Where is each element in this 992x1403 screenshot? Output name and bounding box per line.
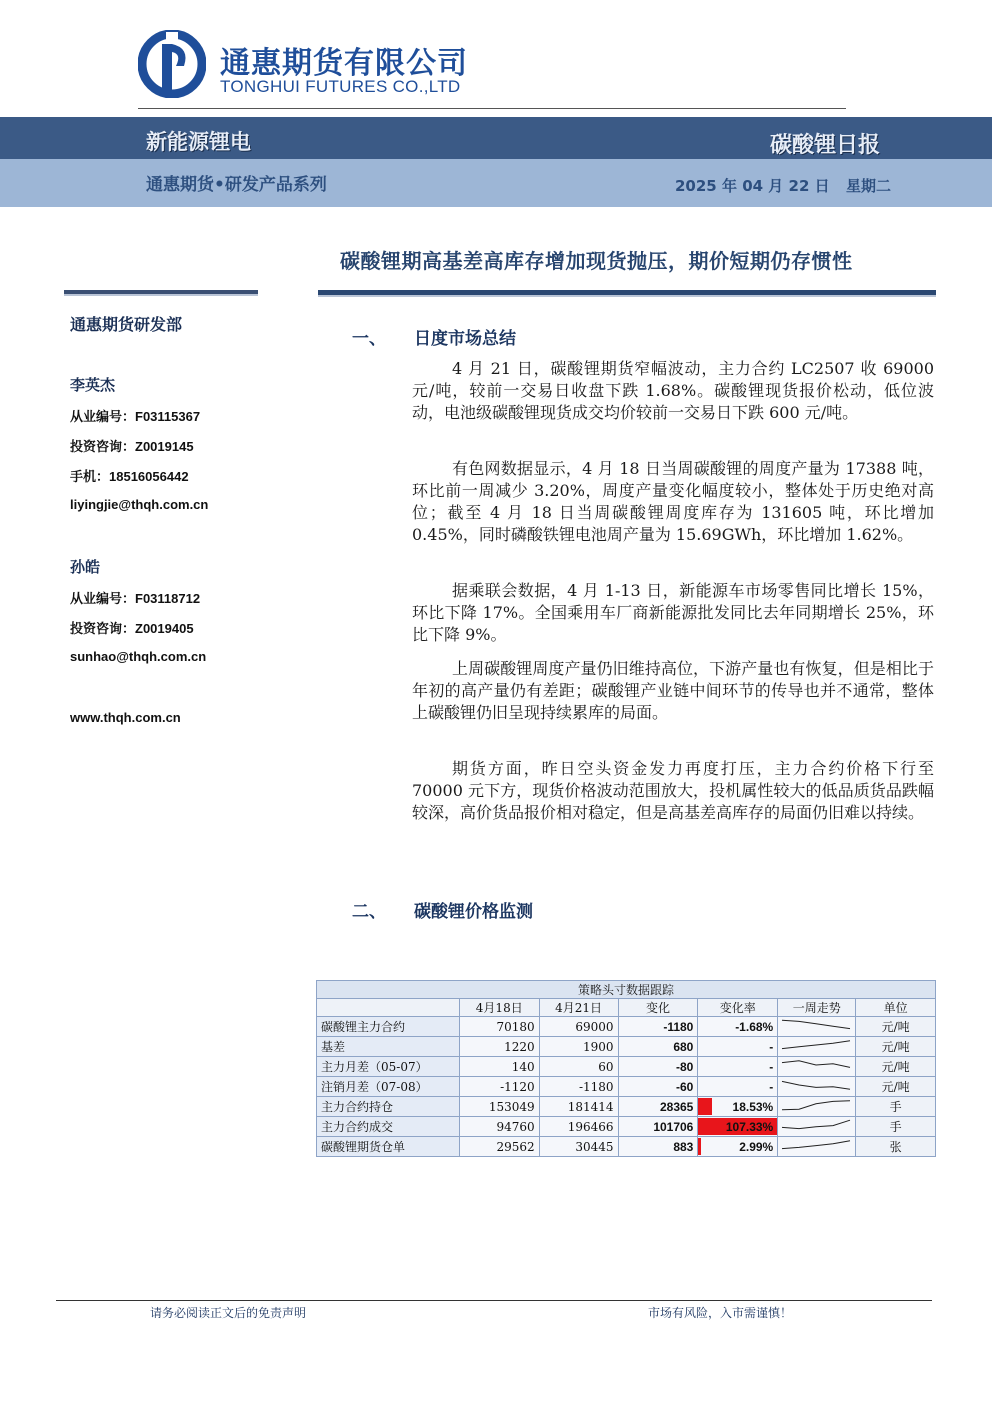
sparkline-chart (778, 1117, 854, 1133)
sparkline-chart (778, 1137, 854, 1153)
analyst-consult: 投资咨询：Z0019405 (70, 621, 194, 637)
value-unit: 手 (856, 1097, 936, 1117)
rate-text: - (769, 1039, 774, 1054)
paragraph: 4 月 21 日，碳酸锂期货窄幅波动，主力合约 LC2507 收 69000 元/吨，较前一交易日收盘下跌 1.68%。碳酸锂现货报价松动，低位波动，电池级碳酸锂现货成交均价较前一交易日下跌 600 元/吨。 (412, 359, 934, 422)
sparkline-chart (778, 1037, 854, 1053)
sparkline-line (782, 1141, 850, 1149)
value-rate (698, 1137, 778, 1157)
rate-text: 107.33% (725, 1119, 774, 1134)
rate-text: - (769, 1059, 774, 1074)
value-rate (698, 1017, 778, 1037)
price-monitor-table (316, 980, 936, 1157)
value-prev: 153049 (459, 1097, 539, 1117)
value-rate (698, 1077, 778, 1097)
table-header: 4月18日 (459, 999, 539, 1017)
report-date: 2025 年 04 月 22 日 (675, 177, 830, 195)
header-divider (138, 108, 846, 109)
rate-text: - (769, 1079, 774, 1094)
company-name-cn: 通惠期货有限公司 (220, 46, 468, 81)
value-unit: 元/吨 (856, 1017, 936, 1037)
section-title: 碳酸锂价格监测 (414, 902, 533, 922)
trend-sparkline (778, 1037, 856, 1057)
value-change: 883 (618, 1137, 698, 1157)
value-rate (698, 1037, 778, 1057)
value-prev: 70180 (459, 1017, 539, 1037)
section-number: 二、 (352, 902, 386, 922)
rate-text: 18.53% (732, 1099, 774, 1114)
tonghui-logo-icon (138, 30, 206, 98)
company-name-en: TONGHUI FUTURES CO.,LTD (220, 77, 461, 96)
sparkline-line (782, 1041, 850, 1049)
value-curr: 69000 (539, 1017, 618, 1037)
table-row (317, 1057, 936, 1077)
table-header: 单位 (856, 999, 936, 1017)
sparkline-chart (778, 1097, 854, 1113)
row-label: 主力月差（05-07） (317, 1057, 460, 1077)
table-header: 变化率 (698, 999, 778, 1017)
table-row (317, 1137, 936, 1157)
row-label: 注销月差（07-08） (317, 1077, 460, 1097)
row-label: 碳酸锂主力合约 (317, 1017, 460, 1037)
value-prev: 29562 (459, 1137, 539, 1157)
paragraph: 据乘联会数据，4 月 1-13 日，新能源车市场零售同比增长 15%，环比下降 17%。全国乘用车厂商新能源批发同比去年同期增长 25%，环比下降 9%。 (412, 581, 934, 644)
table-header: 4月21日 (539, 999, 618, 1017)
website-link[interactable]: www.thqh.com.cn (70, 710, 181, 725)
value-change: 28365 (618, 1097, 698, 1117)
value-change: -60 (618, 1077, 698, 1097)
page-title: 碳酸锂期高基差高库存增加现货抛压，期价短期仍存惯性 (340, 249, 853, 273)
value-unit: 元/吨 (856, 1057, 936, 1077)
analyst-consult: 投资咨询：Z0019145 (70, 439, 194, 455)
table-row (317, 1037, 936, 1057)
rate-bar (698, 1098, 712, 1115)
report-category: 新能源锂电 (146, 130, 251, 154)
sparkline-line (782, 1120, 850, 1128)
trend-sparkline (778, 1077, 856, 1097)
analyst-name: 孙皓 (70, 558, 101, 576)
report-series: 通惠期货•研发产品系列 (146, 175, 327, 195)
trend-sparkline (778, 1017, 856, 1037)
value-unit: 手 (856, 1117, 936, 1137)
sparkline-chart (778, 1057, 854, 1073)
table-row (317, 1117, 936, 1137)
trend-sparkline (778, 1137, 856, 1157)
risk-warning: 市场有风险，入市需谨慎！ (648, 1306, 793, 1320)
rate-text: 2.99% (739, 1139, 774, 1154)
sparkline-chart (778, 1077, 854, 1093)
trend-sparkline (778, 1057, 856, 1077)
value-prev: 94760 (459, 1117, 539, 1137)
analyst-email[interactable]: sunhao@thqh.com.cn (70, 649, 207, 664)
analyst-email[interactable]: liyingjie@thqh.com.cn (70, 497, 209, 512)
disclaimer-notice: 请务必阅读正文后的免责声明 (150, 1306, 307, 1320)
analyst-license: 从业编号：F03118712 (70, 591, 201, 607)
value-curr: 60 (539, 1057, 618, 1077)
sparkline-chart (778, 1017, 854, 1033)
sparkline-line (782, 1061, 850, 1068)
table-row (317, 1017, 936, 1037)
value-curr: 30445 (539, 1137, 618, 1157)
value-prev: 1220 (459, 1037, 539, 1057)
sparkline-line (782, 1020, 850, 1028)
trend-sparkline (778, 1097, 856, 1117)
table-row (317, 1097, 936, 1117)
value-change: -80 (618, 1057, 698, 1077)
value-prev: -1120 (459, 1077, 539, 1097)
table-caption: 策略头寸数据跟踪 (317, 981, 936, 999)
value-rate (698, 1057, 778, 1077)
paragraph: 有色网数据显示，4 月 18 日当周碳酸锂的周度产量为 17388 吨，环比前一周减少 3.20%，周度产量变化幅度较小，整体处于历史绝对高位；截至 4 月 18 日当周碳酸锂周度库存为 131605 吨，环比增加 0.45%，同时磷酸铁锂电池周产量为 15.69GWh，环比增加 1.62%。 (412, 459, 934, 544)
footer-divider (56, 1300, 932, 1301)
value-rate (698, 1097, 778, 1117)
value-rate (698, 1117, 778, 1137)
table-header (317, 999, 460, 1017)
analyst-name: 李英杰 (70, 376, 116, 394)
table-row (317, 1077, 936, 1097)
value-unit: 元/吨 (856, 1037, 936, 1057)
sparkline-line (782, 1081, 850, 1089)
paragraph: 期货方面，昨日空头资金发力再度打压，主力合约价格下行至 70000 元下方，现货价格波动范围放大，投机属性较大的低品质货品跌幅较深，高价货品报价相对稳定，但是高基差高库存的局面仍旧难以持续。 (412, 759, 934, 822)
sparkline-line (782, 1101, 850, 1110)
report-name: 碳酸锂日报 (770, 133, 881, 158)
value-curr: -1180 (539, 1077, 618, 1097)
section-title: 日度市场总结 (414, 329, 516, 349)
value-unit: 元/吨 (856, 1077, 936, 1097)
row-label: 主力合约持仓 (317, 1097, 460, 1117)
table-header: 一周走势 (778, 999, 856, 1017)
value-curr: 181414 (539, 1097, 618, 1117)
rate-text: -1.68% (735, 1019, 774, 1034)
row-label: 基差 (317, 1037, 460, 1057)
analyst-phone: 手机：18516056442 (70, 469, 189, 485)
trend-sparkline (778, 1117, 856, 1137)
value-curr: 196466 (539, 1117, 618, 1137)
value-prev: 140 (459, 1057, 539, 1077)
sidebar-divider-shadow (64, 294, 258, 296)
value-unit: 张 (856, 1137, 936, 1157)
paragraph: 上周碳酸锂周度产量仍旧维持高位，下游产量也有恢复，但是相比于年初的高产量仍有差距；碳酸锂产业链中间环节的传导也并不通常，整体上碳酸锂仍旧呈现持续累库的局面。 (412, 659, 934, 722)
value-change: -1180 (618, 1017, 698, 1037)
value-change: 680 (618, 1037, 698, 1057)
value-curr: 1900 (539, 1037, 618, 1057)
value-change: 101706 (618, 1117, 698, 1137)
rate-bar (698, 1138, 700, 1155)
table-header: 变化 (618, 999, 698, 1017)
department-name: 通惠期货研发部 (70, 315, 183, 334)
report-weekday: 星期二 (846, 177, 892, 195)
title-divider-shadow (318, 295, 936, 297)
row-label: 碳酸锂期货仓单 (317, 1137, 460, 1157)
section-number: 一、 (352, 329, 386, 349)
row-label: 主力合约成交 (317, 1117, 460, 1137)
analyst-license: 从业编号：F03115367 (70, 409, 201, 425)
